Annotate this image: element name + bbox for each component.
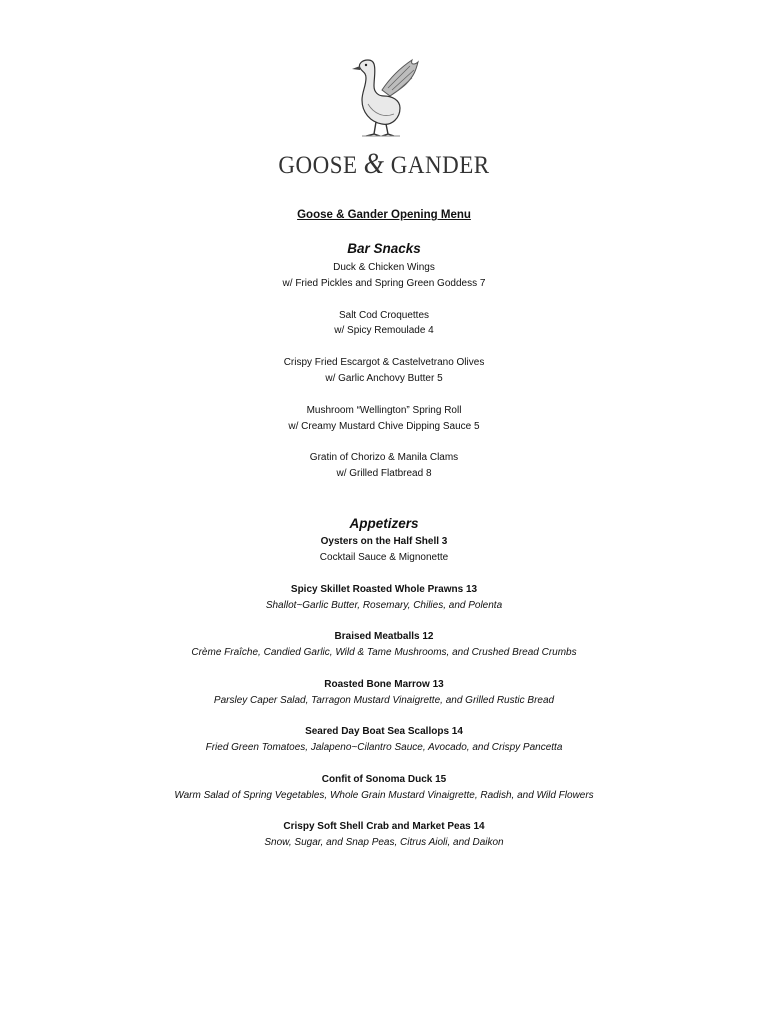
bar-snack-name: Duck & Chicken Wings [333,262,435,273]
bar-snack-name: Salt Cod Croquettes [338,310,430,321]
appetizer-desc: Shallot~Garlic Butter, Rosemary, Chilies, and Polenta [265,600,503,611]
appetizer-name: Roasted Bone Marrow 13 [324,679,444,690]
appetizer-name: Crispy Soft Shell Crab and Market Peas 14 [283,821,485,832]
bar-snack-desc: w/ Creamy Mustard Chive Dipping Sauce 5 [288,421,480,432]
bar-snack-desc: w/ Garlic Anchovy Butter 5 [325,373,443,384]
appetizer-name: Confit of Sonoma Duck 15 [321,774,447,785]
brand-right: GANDER [390,150,490,179]
brand-left: GOOSE [278,150,358,179]
appetizer-desc: Crème Fraîche, Candied Garlic, Wild & Tame Mushrooms, and Crushed Bread Crumbs [191,647,577,658]
appetizer-name: Seared Day Boat Sea Scallops 14 [305,726,463,737]
bar-snack-name: Gratin of Chorizo & Manila Clams [309,452,459,463]
bar-snack-desc: w/ Grilled Flatbread 8 [336,468,432,479]
bar-snack-name: Mushroom “Wellington” Spring Roll [306,405,462,416]
appetizer-desc: Parsley Caper Salad, Tarragon Mustard Vinaigrette, and Grilled Rustic Bread [213,695,555,706]
section-title-appetizers: Appetizers [349,516,419,531]
goose-illustration-icon [344,56,424,140]
appetizer-name: Braised Meatballs 12 [334,631,434,642]
bar-snack-desc: w/ Spicy Remoulade 4 [334,325,434,336]
section-title-bar-snacks: Bar Snacks [347,241,421,256]
appetizer-name: Oysters on the Half Shell 3 [320,536,448,547]
brand-amp: & [363,147,385,180]
appetizer-desc: Snow, Sugar, and Snap Peas, Citrus Aioli, and Daikon [264,837,504,848]
bar-snack-name: Crispy Fried Escargot & Castelvetrano Olives [283,357,485,368]
appetizer-desc: Fried Green Tomatoes, Jalapeno~Cilantro Sauce, Avocado, and Crispy Pancetta [205,742,563,753]
bar-snack-desc: w/ Fried Pickles and Spring Green Goddess 7 [282,278,486,289]
appetizer-name: Spicy Skillet Roasted Whole Prawns 13 [290,584,478,595]
menu-title: Goose & Gander Opening Menu [297,209,471,221]
brand-wordmark [0,147,768,181]
appetizer-desc: Warm Salad of Spring Vegetables, Whole Grain Mustard Vinaigrette, Radish, and Wild Flowers [174,790,594,801]
appetizer-desc: Cocktail Sauce & Mignonette [319,552,449,563]
